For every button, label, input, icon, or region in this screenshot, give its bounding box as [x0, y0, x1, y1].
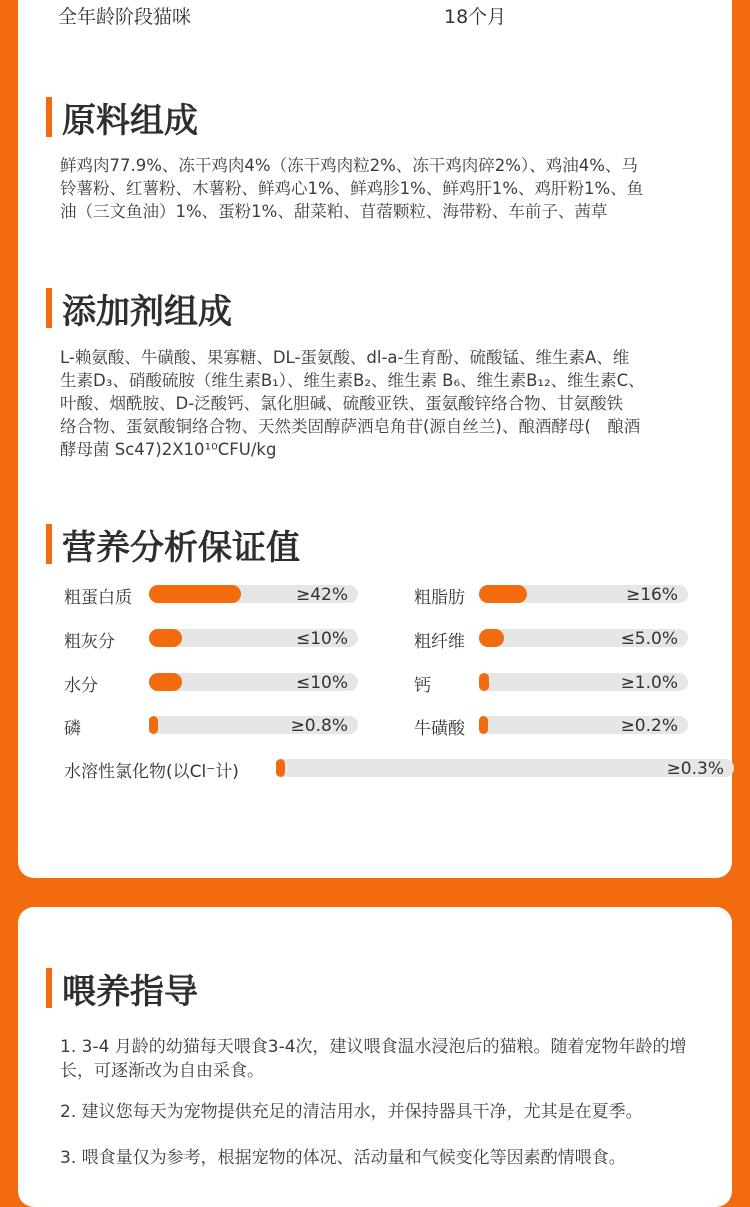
nutrient-value: ≤10% — [295, 629, 348, 649]
nutrient-label: 粗脂肪 — [414, 588, 465, 608]
guide-item: 2. 建议您每天为宠物提供充足的清洁用水，并保持器具干净，尤其是在夏季。 — [60, 1102, 643, 1122]
nutrient-label: 粗蛋白质 — [64, 588, 132, 608]
nutrient-bar-fill — [479, 716, 488, 734]
feeding-guide-card — [18, 907, 732, 1207]
nutrient-bar-track — [149, 673, 358, 691]
nutrient-label: 磷 — [64, 719, 81, 739]
nutrient-value: ≤5.0% — [620, 629, 678, 649]
heading-accent-bar — [46, 97, 52, 137]
nutrient-row — [414, 714, 688, 739]
nutrient-label: 粗灰分 — [64, 632, 115, 652]
nutrient-bar-track — [479, 585, 688, 603]
nutrient-value: ≥0.2% — [620, 716, 678, 736]
product-info-card — [18, 0, 732, 878]
heading-accent-bar — [46, 524, 52, 564]
additives-line: L-赖氨酸、牛磺酸、果寡糖、DL-蛋氨酸、dl-a-生育酚、硫酸锰、维生素A、维 — [60, 348, 630, 367]
ingredients-line: 鲜鸡肉77.9%、冻干鸡肉4%（冻干鸡肉粒2%、冻干鸡肉碎2%）、鸡油4%、马 — [60, 156, 638, 175]
nutrient-bar-track — [479, 716, 688, 734]
nutrient-bar-track — [149, 629, 358, 647]
nutrient-label: 钙 — [414, 676, 431, 696]
nutrient-label: 牛磺酸 — [414, 719, 465, 739]
nutrient-row — [64, 671, 358, 696]
nutrient-bar-fill — [479, 585, 527, 603]
nutrient-bar-fill — [276, 759, 285, 777]
nutrient-row — [414, 627, 688, 652]
nutrient-bar-fill — [149, 673, 182, 691]
nutrient-value: ≥0.8% — [290, 716, 348, 736]
nutrient-row — [64, 757, 734, 782]
nutrient-bar-track — [276, 759, 734, 777]
nutrient-bar-fill — [149, 629, 182, 647]
nutrition-title: 营养分析保证值 — [62, 527, 300, 568]
additives-line: 络合物、蛋氨酸铜络合物、天然类固醇萨洒皂角苷(源自丝兰)、酿酒酵母( 酿酒 — [60, 417, 641, 436]
nutrient-row — [64, 714, 358, 739]
nutrient-value: ≥16% — [625, 585, 678, 605]
nutrient-row — [64, 627, 358, 652]
nutrient-row — [414, 583, 688, 608]
nutrient-bar-track — [149, 585, 358, 603]
nutrient-label: 水分 — [64, 676, 98, 696]
nutrient-row — [64, 583, 358, 608]
nutrient-value: ≥42% — [295, 585, 348, 605]
nutrient-value: ≥1.0% — [620, 673, 678, 693]
nutrient-row — [414, 671, 688, 696]
nutrient-label: 粗纤维 — [414, 632, 465, 652]
nutrient-bar-track — [479, 673, 688, 691]
additives-line: 酵母菌 Sc47)2X10¹⁰CFU/kg — [60, 440, 277, 459]
guide-item: 1. 3-4 月龄的幼猫每天喂食3-4次，建议喂食温水浸泡后的猫粮。随着宠物年龄的增长，可逐渐改为自由采食。 — [60, 1037, 687, 1081]
additives-title: 添加剂组成 — [62, 291, 232, 332]
additives-line: 生素D₃、硝酸硫胺（维生素B₁）、维生素B₂、维生素 B₆、维生素B₁₂、维生素C、 — [60, 371, 645, 390]
ingredients-title: 原料组成 — [62, 100, 198, 141]
heading-accent-bar — [46, 968, 52, 1008]
age-label: 全年龄阶段猫咪 — [58, 6, 192, 28]
ingredients-line: 铃薯粉、红薯粉、木薯粉、鲜鸡心1%、鲜鸡胗1%、鲜鸡肝1%、鸡肝粉1%、鱼 — [60, 179, 644, 198]
nutrient-value: ≥0.3% — [666, 759, 724, 779]
nutrient-value: ≤10% — [295, 673, 348, 693]
nutrient-bar-track — [149, 716, 358, 734]
guide-item: 3. 喂食量仅为参考，根据宠物的体况、活动量和气候变化等因素酌情喂食。 — [60, 1148, 626, 1168]
nutrient-label: 水溶性氯化物(以Cl⁻计) — [64, 762, 239, 782]
nutrient-bar-fill — [479, 673, 489, 691]
additives-line: 叶酸、烟酰胺、D-泛酸钙、氯化胆碱、硫酸亚铁、蛋氨酸锌络合物、甘氨酸铁 — [60, 394, 624, 413]
nutrient-bar-fill — [149, 716, 158, 734]
guide-heading — [46, 967, 198, 1012]
additives-heading — [46, 287, 232, 332]
additives-text — [60, 346, 700, 461]
guide-title: 喂养指导 — [62, 971, 198, 1012]
ingredients-heading — [46, 96, 198, 141]
spec-row — [58, 2, 692, 32]
nutrient-bar-track — [479, 629, 688, 647]
nutrient-bar-fill — [479, 629, 504, 647]
nutrient-bar-fill — [149, 585, 241, 603]
nutrition-heading — [46, 523, 300, 568]
ingredients-text — [60, 154, 700, 223]
shelf-life-value: 18个月 — [444, 6, 507, 28]
heading-accent-bar — [46, 288, 52, 328]
ingredients-line: 油（三文鱼油）1%、蛋粉1%、甜菜粕、苜蓿颗粒、海带粉、车前子、茜草 — [60, 202, 608, 221]
